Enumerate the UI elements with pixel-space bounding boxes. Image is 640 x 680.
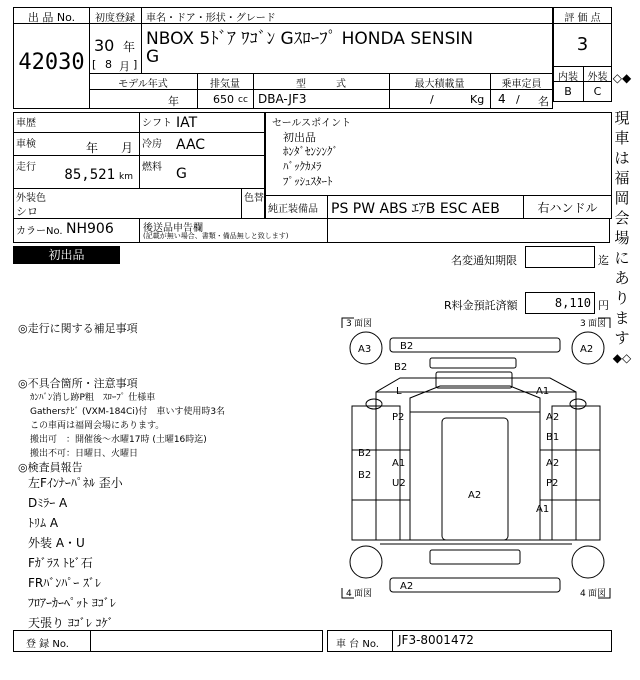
lot-number: 42030 (18, 50, 85, 75)
name-change-unit: 迄 (598, 254, 609, 267)
shift-label: シフト (142, 118, 172, 129)
defect-line-3: この車両は福岡会場にあります。 (30, 421, 165, 431)
type-label: 型 式 (296, 79, 346, 90)
name-change-label: 名変通知期限 (451, 254, 517, 267)
sales-point-3: ﾊﾞｯｸｶﾒﾗ (283, 160, 322, 173)
inspection-year: 年 (86, 141, 99, 155)
inspector-line-2: Dﾐﾗｰ A (28, 496, 68, 510)
type-value: DBA-JF3 (258, 92, 307, 106)
corner-label-bottom-left: 4 (346, 589, 352, 599)
banner-top-marks: ◇◆ (612, 71, 632, 85)
mileage-label: 走行 (16, 162, 36, 173)
mileage-value: 85,521 (64, 167, 115, 183)
first-reg-label: 初度登録 (95, 13, 135, 24)
sales-point-1: 初出品 (283, 131, 316, 144)
recycle-unit: 円 (598, 299, 609, 312)
color-no-value: NH906 (66, 221, 114, 237)
mark-right-rear-door-1: A2 (546, 458, 560, 469)
ac-value: AAC (176, 137, 206, 153)
ext-color-box (13, 188, 265, 219)
capacity-label: 乗車定員 (501, 79, 542, 90)
color-change-label: 色替 (244, 193, 264, 204)
mark-left-front-lamp: L (396, 386, 402, 397)
corner-suffix-bottom-right: 面図 (588, 589, 607, 599)
inspector-line-8: 天張り ﾖｺﾞﾚ ｺｹﾞ (28, 616, 114, 630)
defect-line-2: Gathersﾅﾋﾞ (VXM-184Ci)付 車いす使用時3名 (30, 407, 226, 417)
mileage-unit: km (119, 172, 133, 182)
defect-line-4: 搬出可 ：開催後～水曜17時 (土曜16時迄) (30, 435, 207, 445)
mark-left-rear-panel-2: U2 (392, 478, 406, 489)
corner-label-top-right: 3 (580, 319, 586, 329)
driving-notes-header: ◎走行に関する補足事項 (18, 322, 138, 335)
inspector-line-1: 左Fｲﾝﾅｰﾊﾟﾈﾙ 歪小 (28, 476, 123, 490)
mark-right-rear-door-2: P2 (546, 478, 559, 489)
chassis-number: JF3-8001472 (398, 633, 474, 647)
inspector-line-3: ﾄﾘﾑ A (28, 516, 59, 530)
mark-front-right-wheel: A2 (580, 344, 594, 355)
reg-year: 30 (94, 36, 115, 55)
inspector-line-4: 外装 A・U (28, 536, 85, 550)
reg-month: 8 (105, 58, 112, 71)
recycle-label: R料金預託済額 (444, 299, 518, 312)
capacity-sep: / (516, 93, 520, 106)
location-banner: 現車は福岡会場にあります (614, 109, 630, 347)
ext-color-value: シロ (16, 205, 38, 218)
model-year-label: モデル年式 (118, 79, 168, 90)
corner-label-top-left: 3 (346, 319, 352, 329)
sales-point-2: ﾎﾝﾀﾞｾﾝｼﾝｸﾞ (283, 145, 338, 158)
max-load-label: 最大積載量 (414, 79, 465, 90)
capacity-unit: 名 (538, 95, 549, 108)
recycle-value: 8,110 (554, 296, 591, 310)
steering-side: 右ハンドル (537, 201, 598, 215)
defect-line-1: ｶﾝﾊﾞﾝ消し跡P粗 ｽﾛｰﾌﾟ 仕様車 (30, 393, 156, 403)
inspector-line-6: FRﾊﾞﾝﾊﾟｰ ｽﾞﾚ (28, 576, 102, 590)
reg-month-unit: 月 (119, 60, 130, 73)
chassis-label: 車 台 No. (336, 639, 379, 650)
car-name-label: 車名・ドア・形状・グレード (146, 13, 276, 24)
corner-label-bottom-right: 4 (580, 589, 586, 599)
mark-rear-bumper: A2 (400, 581, 414, 592)
mark-left-rear-door: B2 (358, 470, 372, 481)
score-value: 3 (576, 34, 589, 55)
interior-label: 内装 (558, 72, 578, 83)
aftermarket-label: 後送品申告欄 (143, 223, 203, 234)
mark-right-front-door-2: B1 (546, 432, 560, 443)
reg-month-close: ] (133, 58, 138, 71)
inspector-header: ◎検査員報告 (18, 461, 83, 474)
sales-points-label: セールスポイント (272, 118, 352, 129)
equipment-items: PS PW ABS ｴｱB ESC AEB (331, 201, 500, 217)
displacement-label: 排気量 (210, 79, 240, 90)
inspector-line-7: ﾌﾛｱｰｶｰﾍﾟｯﾄ ﾖｺﾞﾚ (28, 596, 116, 610)
ac-label: 冷房 (142, 139, 162, 150)
score-label: 評 価 点 (564, 13, 601, 24)
exterior-grade: C (593, 85, 602, 98)
mark-front-left-wheel: A3 (358, 344, 372, 355)
color-no-label: カラーNo. (16, 226, 63, 237)
car-name-line1: NBOX 5ﾄﾞｱ ﾜｺﾞﾝ Gｽﾛｰﾌﾟ HONDA SENSIN (146, 29, 474, 49)
defect-line-5: 搬出不可：日曜日、火曜日 (30, 449, 139, 459)
mark-front-bumper: B2 (400, 341, 414, 352)
defects-header: ◎不具合箇所・注意事項 (18, 377, 138, 390)
displacement-unit: cc (238, 95, 248, 105)
car-name-line2: G (146, 47, 160, 67)
mark-left-front-door: P2 (392, 412, 405, 423)
fuel-label: 燃料 (142, 162, 162, 173)
banner-bottom-marks: ◆◇ (612, 351, 632, 365)
mark-roof: A2 (468, 490, 482, 501)
interior-grade: B (564, 85, 572, 98)
corner-suffix-bottom-left: 面図 (354, 589, 373, 599)
max-load-sep: / (430, 93, 434, 106)
reg-year-unit: 年 (123, 40, 136, 54)
mark-right-front-door-1: A2 (546, 412, 560, 423)
exterior-label: 外装 (587, 72, 608, 83)
inspection-label: 車検 (16, 139, 36, 150)
corner-suffix-top-left: 面図 (354, 319, 373, 329)
name-change-box (525, 246, 595, 268)
mark-left-rear-rocker: B2 (358, 448, 372, 459)
sales-point-4: ﾌﾟｯｼｭｽﾀｰﾄ (283, 175, 333, 188)
first-listing-badge: 初出品 (13, 246, 120, 264)
fuel-value: G (176, 166, 187, 182)
displacement-value: 650 (213, 93, 234, 106)
corner-suffix-top-right: 面図 (588, 319, 607, 329)
mark-right-quarter: A1 (536, 504, 550, 515)
mark-right-front-fender: A1 (536, 386, 550, 397)
car-damage-diagram (340, 316, 612, 600)
ext-color-label: 外装色 (16, 193, 46, 204)
reg-month-open: [ (92, 58, 97, 71)
aftermarket-note: (記載が無い場合、書類・備品無しと致します) (143, 232, 289, 240)
shift-value: IAT (176, 115, 198, 131)
equipment-label: 純正装備品 (268, 204, 318, 215)
mark-left-front-fender: B2 (394, 362, 408, 373)
max-load-unit: Kg (470, 93, 485, 106)
model-year-unit: 年 (168, 95, 179, 108)
mark-left-rear-panel-1: A1 (392, 458, 406, 469)
capacity-value: 4 (498, 92, 506, 106)
lot-no-label: 出 品 No. (27, 11, 76, 24)
inspector-line-5: Fｶﾞﾗｽ ﾄﾋﾞ石 (28, 556, 93, 570)
reg-no-label: 登 録 No. (26, 639, 69, 650)
inspection-month: 月 (121, 141, 134, 155)
history-label: 車歴 (16, 118, 36, 129)
